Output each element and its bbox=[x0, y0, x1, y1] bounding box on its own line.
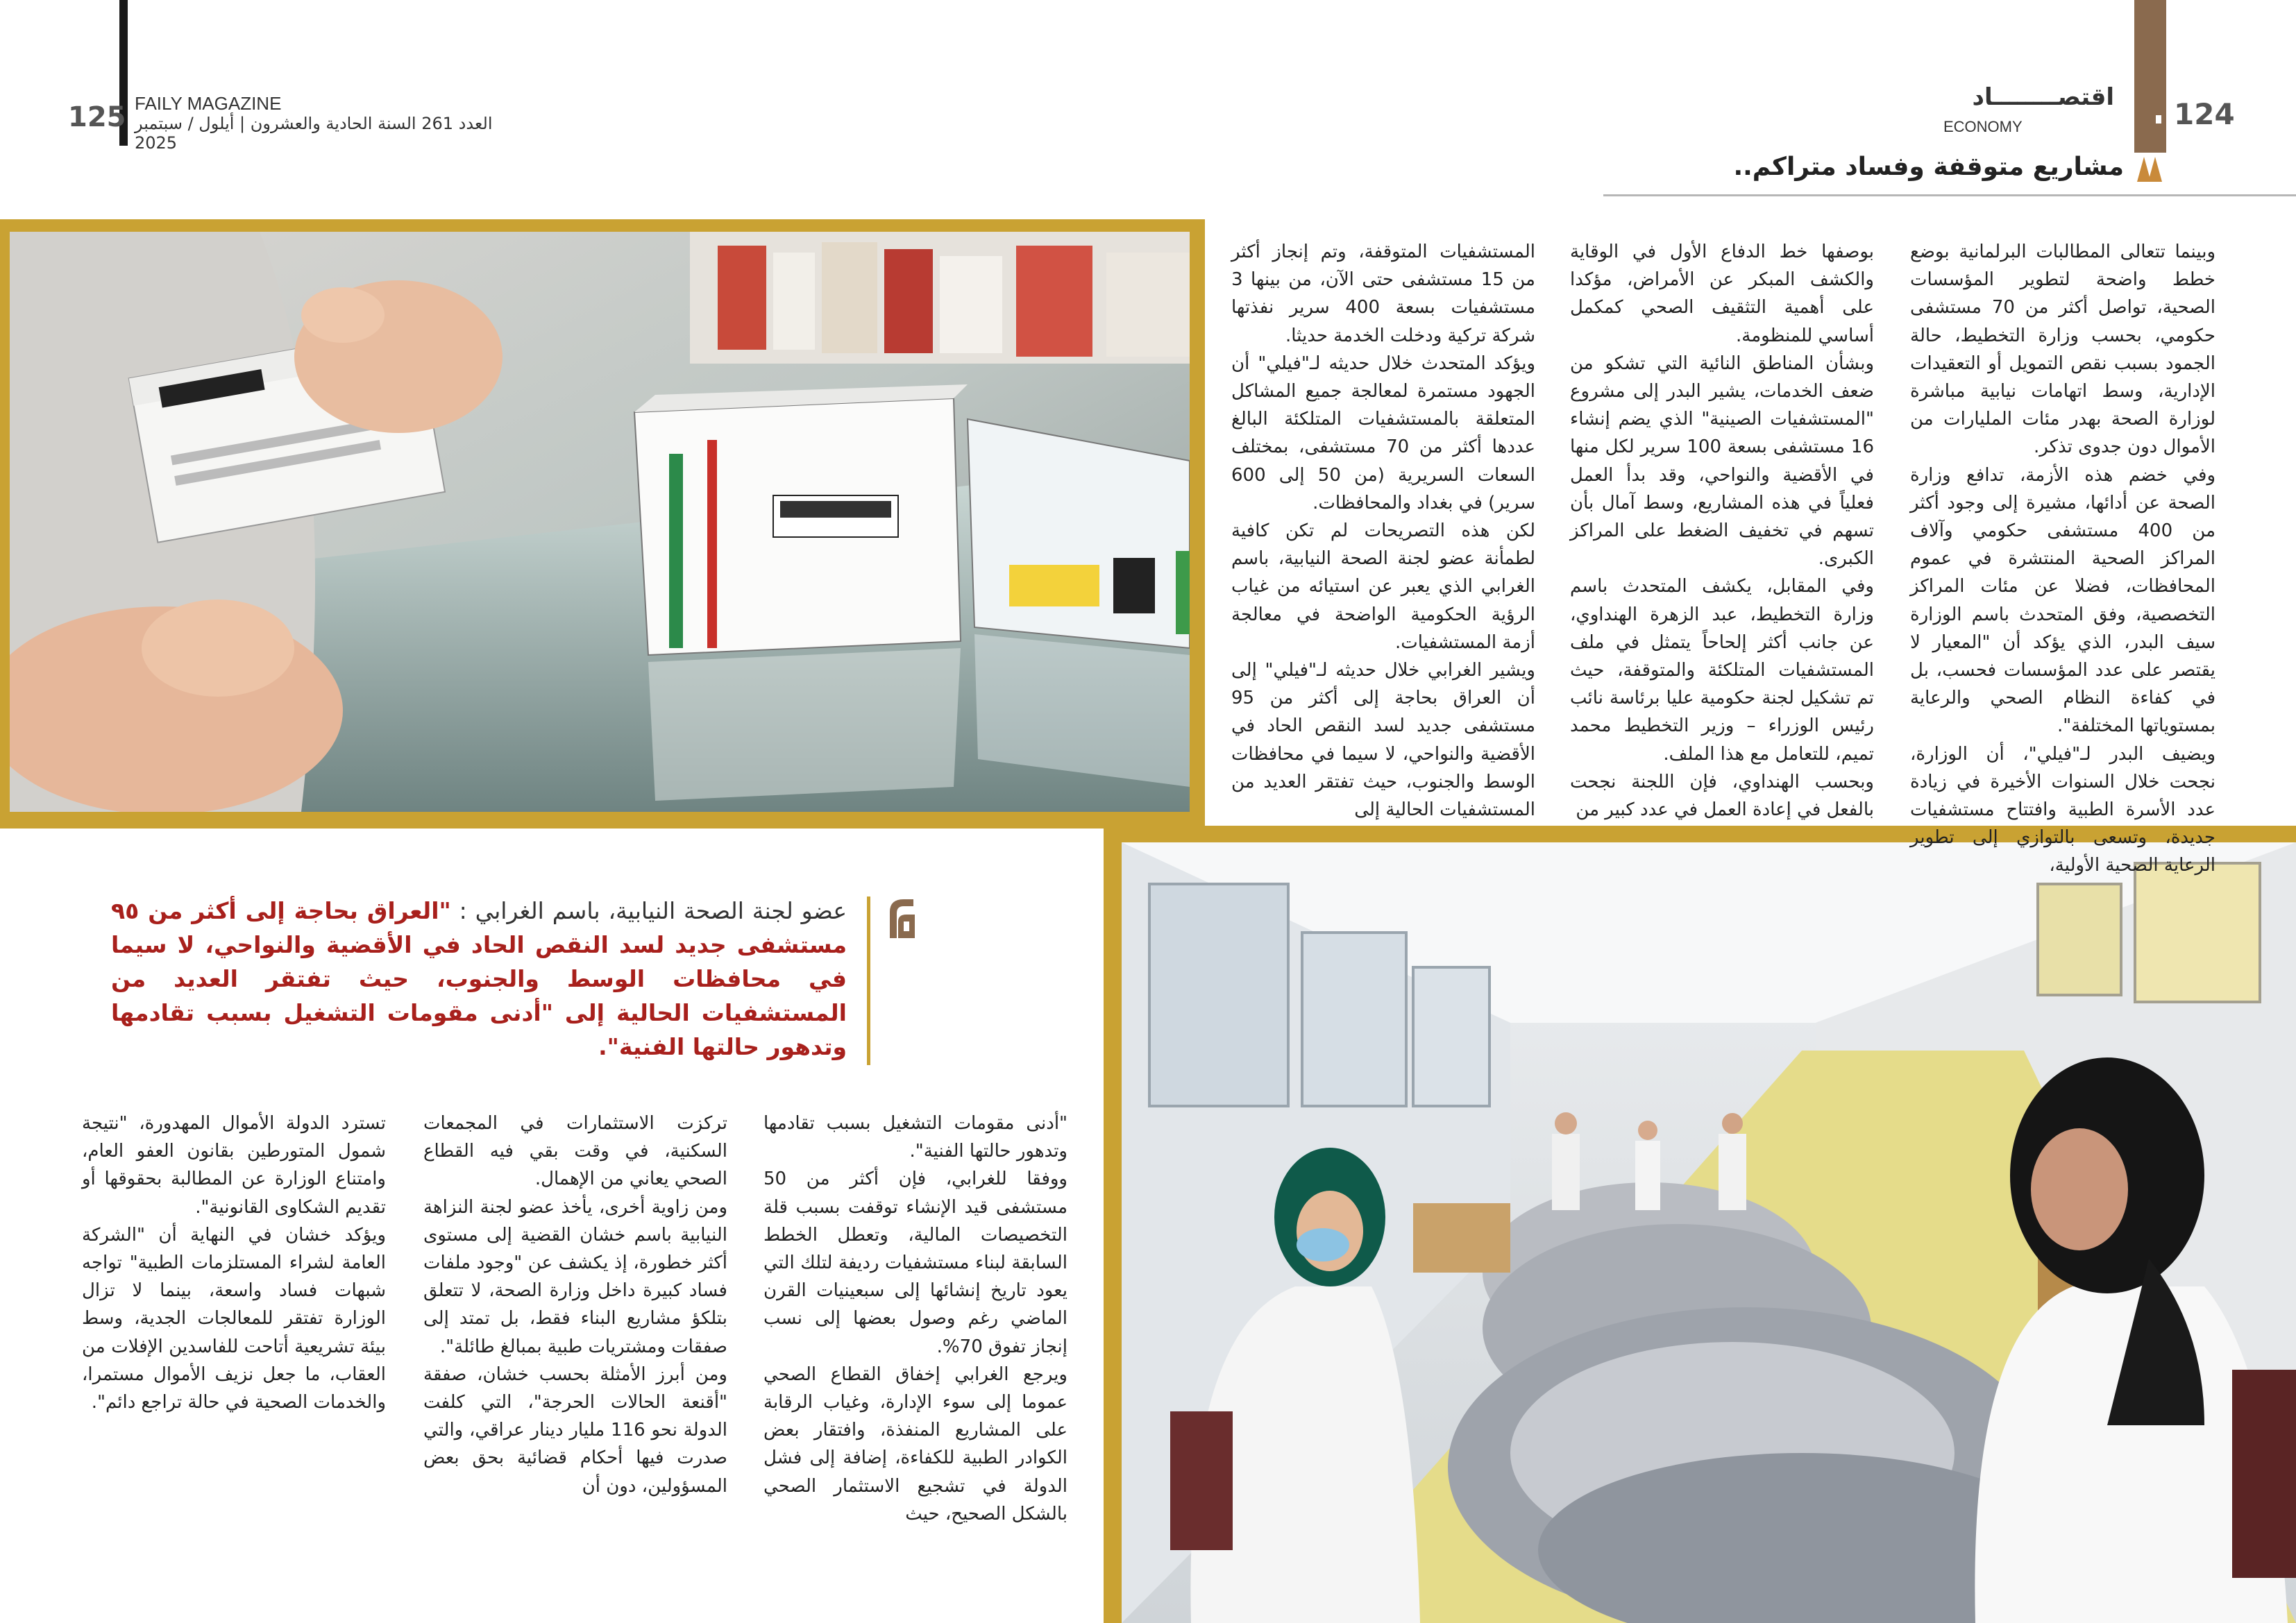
right-page-number: 124 bbox=[2174, 97, 2235, 131]
paragraph: ومن زاوية أخرى، يأخذ عضو لجنة النزاهة النيابية باسم خشان القضية إلى مستوى أكثر خطورة، إذ يكشف عن "وجود ملفات فساد كبيرة داخل وزارة الصحة، لا تتعلق بتلكؤ مشاريع البناء فقط، بل تمتد إلى صفقات ومشتريات طبية بمبالغ طائلة". bbox=[423, 1196, 727, 1357]
paragraph: تركزت الاستثمارات في المجمعات السكنية، في وقت بقي فيه القطاع الصحي يعاني من الإهمال. bbox=[423, 1113, 727, 1190]
issue-line: العدد 261 السنة الحادية والعشرون | أيلول / سبتمبر 2025 bbox=[135, 114, 493, 153]
magazine-logo-icon bbox=[2139, 94, 2170, 130]
magazine-name: FAILY MAGAZINE bbox=[135, 93, 282, 114]
title-divider bbox=[1603, 194, 2296, 196]
article-column-2 bbox=[1570, 238, 1874, 824]
article-column-5 bbox=[423, 1110, 727, 1500]
paragraph: المستشفيات المتوقفة، وتم إنجاز أكثر من 15 مستشفى حتى الآن، من بينها 3 مستشفيات بسعة 400 سرير نفذتها شركة تركية ودخلت الخدمة حديثا. bbox=[1231, 241, 1535, 346]
paragraph: وبينما تتعالى المطالبات البرلمانية بوضع خطط واضحة لتطوير المؤسسات الصحية، تواصل أكثر من 70 مستشفى حكومي، بحسب وزارة التخطيط، حالة الجمود بسبب نقص التمويل أو التعقيدات الإدارية، وسط اتهامات نيابية مباشرة لوزارة الصحة بهدر مئات المليارات من الأموال دون جدوى تذكر. bbox=[1910, 241, 2216, 458]
paragraph: ويؤكد خشان في النهاية أن "الشركة العامة لشراء المستلزمات الطبية" تواجه شبهات فساد واسعة، بينما لا تزال الوزارة تفتقر للمعالجات الجدية، وسط بيئة تشريعية أتاحت للفاسدين الإفلات من العقاب، ما جعل نزيف الأموال مستمرا، والخدمات الصحية في حالة تراجع دائم". bbox=[82, 1224, 386, 1413]
paragraph: وبحسب الهنداوي، فإن اللجنة نجحت بالفعل في إعادة العمل في عدد كبير من bbox=[1570, 771, 1874, 821]
article-column-1 bbox=[1910, 238, 2215, 880]
paragraph: وبشأن المناطق النائية التي تشكو من ضعف الخدمات، يشير البدر إلى مشروع "المستشفيات الصينية" الذي يضم إنشاء 16 مستشفى بسعة 100 سرير لكل منها في الأقضية والنواحي، وقد بدأ العمل فعلياً في هذه المشاريع، وسط آمال بأن تسهم في تخفيف الضغط على المراكز الكبرى. bbox=[1570, 352, 1874, 570]
paragraph: تسترد الدولة الأموال المهدورة، "نتيجة شمول المتورطين بقانون العفو العام، وامتناع الوزارة عن المطالبة بحقوقها أو تقديم الشكاوى القانونية". bbox=[82, 1113, 386, 1218]
medicine-boxes-photo bbox=[10, 232, 1190, 812]
article-column-4 bbox=[763, 1110, 1067, 1528]
paragraph: لكن هذه التصريحات لم تكن كافية لطمأنة عضو لجنة الصحة النيابية، باسم الغرابي الذي يعبر عن استيائه من غياب الرؤية الحكومية الواضحة في معالجة أزمة المستشفيات. bbox=[1231, 520, 1535, 653]
paragraph: ويرجع الغرابي إخفاق القطاع الصحي عموما إلى سوء الإدارة، وغياب الرقابة على المشاريع المنفذة، وافتقار بعض الكوادر الطبية للكفاءة، إضافة إلى فشل الدولة في تشجيع الاستثمار الصحي بالشكل الصحيح، حيث bbox=[763, 1363, 1067, 1524]
paragraph: "أدنى مقومات التشغيل بسبب تقادمها وتدهور حالتها الفنية". bbox=[763, 1113, 1067, 1162]
paragraph: ويشير الغرابي خلال حديثه لـ"فيلي" إلى أن العراق بحاجة إلى أكثر من 95 مستشفى جديد لسد النقص الحاد في الأقضية والنواحي، لا سيما في محافظات الوسط والجنوب، حيث تفتقر العديد من المستشفيات الحالية إلى bbox=[1231, 660, 1535, 821]
pull-quote-attribution: عضو لجنة الصحة النيابية، باسم الغرابي : bbox=[450, 897, 847, 924]
paragraph: وفي خضم هذه الأزمة، تدافع وزارة الصحة عن أدائها، مشيرة إلى وجود أكثر من 400 مستشفى حكومي وآلاف المراكز الصحية المنتشرة في عموم المحافظات، فضلا عن مئات المراكز التخصصية، وفق المتحدث باسم الوزارة سيف البدر، الذي يؤكد أن "المعيار لا يقتصر على عدد المؤسسات فحسب، بل في كفاءة النظام الصحي والرعاية بمستوياتها المختلفة". bbox=[1910, 464, 2215, 737]
paragraph: وفي المقابل، يكشف المتحدث باسم وزارة التخطيط، عبد الزهرة الهنداوي، عن جانب أكثر إلحاحاً يتمثل في ملف المستشفيات المتلكئة والمتوقفة، حيث تم تشكيل لجنة حكومية عليا برئاسة نائب رئيس الوزراء – وزير التخطيط محمد تميم، للتعامل مع هذا الملف. bbox=[1570, 576, 1874, 765]
paragraph: ويؤكد المتحدث خلال حديثه لـ"فيلي" أن الجهود مستمرة لمعالجة جميع المشاكل المتعلقة بالمستشفيات المتلكئة البالغ عددها أكثر من 70 مستشفى، بمختلف السعات السريرية (من 50 إلى 600 سرير) في بغداد والمحافظات. bbox=[1231, 352, 1535, 513]
pull-quote bbox=[111, 894, 847, 1064]
pull-quote-text: "العراق بحاجة إلى أكثر من ٩٥ مستشفى جديد لسد النقص الحاد في الأقضية والنواحي، لا سيما في محافظات الوسط والجنوب، حيث تفتقر العديد من المستشفيات الحالية إلى "أدنى مقومات التشغيل بسبب تقادمها وتدهور حالتها الفنية". bbox=[111, 897, 847, 1060]
section-title-arabic: اقتصــــــــاد bbox=[1972, 83, 2114, 111]
left-page-number: 125 bbox=[68, 101, 126, 133]
pull-quote-rule bbox=[867, 897, 870, 1065]
paragraph: بوصفها خط الدفاع الأول في الوقاية والكشف المبكر عن الأمراض، مؤكدا على أهمية التثقيف الصحي كمكمل أساسي للمنظومة. bbox=[1570, 241, 1874, 346]
article-title: مشاريع متوقفة وفساد متراكم.. bbox=[1733, 153, 2124, 181]
paragraph: ومن أبرز الأمثلة بحسب خشان، صفقة "أقنعة الحالات الحرجة"، التي كلفت الدولة نحو 116 مليار دينار عراقي، والتي صدرت فيها أحكام قضائية بحق بعض المسؤولين، دون أن bbox=[423, 1363, 727, 1497]
section-title-english: ECONOMY bbox=[1943, 118, 2023, 135]
article-column-3 bbox=[1231, 238, 1535, 824]
pull-quote-logo-icon bbox=[886, 897, 918, 940]
pharmaceutical-factory-photo bbox=[1122, 842, 2296, 1623]
paragraph: ويضيف البدر لـ"فيلي"، أن الوزارة، نجحت خلال السنوات الأخيرة في زيادة عدد الأسرة الطبية وافتتاح مستشفيات جديدة، وتسعى بالتوازي إلى تطوير الرعاية الصحية الأولية، bbox=[1910, 743, 2215, 876]
title-chevron-icon bbox=[2134, 155, 2166, 183]
paragraph: ووفقا للغرابي، فإن أكثر من 50 مستشفى قيد الإنشاء توقفت بسبب قلة التخصيصات المالية، وتعطل الخطط السابقة لبناء مستشفيات رديفة لتلك التي يعود تاريخ إنشائها إلى سبعينيات القرن الماضي رغم وصول بعضها إلى نسب إنجاز تفوق 70%. bbox=[763, 1169, 1067, 1357]
article-column-6 bbox=[82, 1110, 386, 1416]
